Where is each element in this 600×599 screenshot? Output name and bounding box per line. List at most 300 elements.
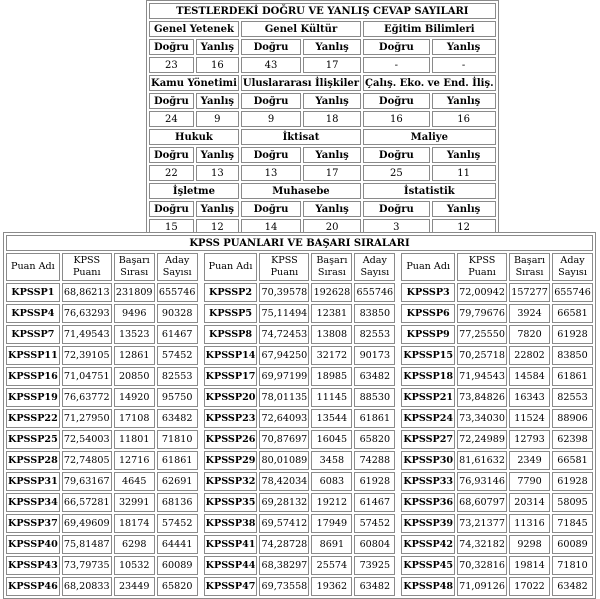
group-separator bbox=[397, 535, 399, 554]
table-row bbox=[6, 577, 593, 596]
wrong-header: Yanlış bbox=[303, 93, 361, 109]
correct-header: Doğru bbox=[241, 147, 301, 163]
rank: 157277 bbox=[509, 283, 550, 302]
rank: 6298 bbox=[114, 535, 155, 554]
rank: 2349 bbox=[509, 451, 550, 470]
candidate-count: 655746 bbox=[157, 283, 198, 302]
wrong-count: 9 bbox=[196, 111, 239, 127]
wrong-header: Yanlış bbox=[196, 39, 239, 55]
table-row bbox=[6, 493, 593, 512]
rank: 6083 bbox=[311, 472, 352, 491]
table-row bbox=[6, 535, 593, 554]
group-separator bbox=[397, 304, 399, 323]
rank: 7790 bbox=[509, 472, 550, 491]
kpss-score: 78,42034 bbox=[259, 472, 309, 491]
score-name: KPSSP7 bbox=[6, 325, 60, 344]
correct-header: Doğru bbox=[149, 39, 194, 55]
table-row bbox=[6, 304, 593, 323]
candidate-count: 58095 bbox=[552, 493, 593, 512]
score-name: KPSSP17 bbox=[204, 367, 258, 386]
wrong-count: 12 bbox=[432, 219, 496, 235]
kpss-score: 75,11494 bbox=[259, 304, 309, 323]
group-separator bbox=[200, 325, 202, 344]
value-row bbox=[149, 165, 496, 181]
kpss-score: 73,34030 bbox=[457, 409, 507, 428]
kpss-score: 68,38297 bbox=[259, 556, 309, 575]
kpss-score: 69,57412 bbox=[259, 514, 309, 533]
kpss-score: 72,54003 bbox=[62, 430, 112, 449]
score-name: KPSSP34 bbox=[6, 493, 60, 512]
rank: 19362 bbox=[311, 577, 352, 596]
score-name: KPSSP15 bbox=[401, 346, 455, 365]
correct-header: Doğru bbox=[363, 93, 430, 109]
score-name: KPSSP45 bbox=[401, 556, 455, 575]
kpss-score: 76,93146 bbox=[457, 472, 507, 491]
wrong-header: Yanlış bbox=[432, 201, 496, 217]
table-row bbox=[6, 451, 593, 470]
group-separator bbox=[200, 472, 202, 491]
correct-header: Doğru bbox=[241, 201, 301, 217]
score-name: KPSSP30 bbox=[401, 451, 455, 470]
kpss-score: 72,64093 bbox=[259, 409, 309, 428]
kpss-score: 66,57281 bbox=[62, 493, 112, 512]
group-separator bbox=[397, 577, 399, 596]
score-name: KPSSP23 bbox=[204, 409, 258, 428]
candidate-count: 82553 bbox=[354, 325, 395, 344]
correct-count: 3 bbox=[363, 219, 430, 235]
correct-count: 25 bbox=[363, 165, 430, 181]
rank: 11316 bbox=[509, 514, 550, 533]
score-name: KPSSP16 bbox=[6, 367, 60, 386]
wrong-header: Yanlış bbox=[303, 201, 361, 217]
rank: 23449 bbox=[114, 577, 155, 596]
candidate-count: 64441 bbox=[157, 535, 198, 554]
rank: 18174 bbox=[114, 514, 155, 533]
group-separator bbox=[200, 253, 202, 281]
candidate-count: 61467 bbox=[354, 493, 395, 512]
rank: 3924 bbox=[509, 304, 550, 323]
group-separator bbox=[397, 346, 399, 365]
table-row bbox=[6, 430, 593, 449]
score-name: KPSSP29 bbox=[204, 451, 258, 470]
rank: 9298 bbox=[509, 535, 550, 554]
rank: 8691 bbox=[311, 535, 352, 554]
score-name-header: Puan Adı bbox=[204, 253, 258, 281]
rank: 17022 bbox=[509, 577, 550, 596]
summary-table-title: TESTLERDEKİ DOĞRU VE YANLIŞ CEVAP SAYILARI bbox=[149, 3, 496, 19]
candidate-count: 61861 bbox=[354, 409, 395, 428]
table-row bbox=[6, 283, 593, 302]
group-separator bbox=[200, 367, 202, 386]
kpss-score: 70,25718 bbox=[457, 346, 507, 365]
rank: 14920 bbox=[114, 388, 155, 407]
candidate-count: 71845 bbox=[552, 514, 593, 533]
candidate-count: 61928 bbox=[552, 472, 593, 491]
rank: 13544 bbox=[311, 409, 352, 428]
group-separator bbox=[397, 556, 399, 575]
correct-count: 9 bbox=[241, 111, 301, 127]
wrong-count: 12 bbox=[196, 219, 239, 235]
rank: 11145 bbox=[311, 388, 352, 407]
wrong-count: 16 bbox=[196, 57, 239, 73]
rank: 7820 bbox=[509, 325, 550, 344]
score-name: KPSSP11 bbox=[6, 346, 60, 365]
score-name: KPSSP42 bbox=[401, 535, 455, 554]
kpss-score: 72,39105 bbox=[62, 346, 112, 365]
candidate-count: 90173 bbox=[354, 346, 395, 365]
candidate-count: 62691 bbox=[157, 472, 198, 491]
group-separator bbox=[397, 493, 399, 512]
wrong-count: 17 bbox=[303, 57, 361, 73]
kpss-score: 68,60797 bbox=[457, 493, 507, 512]
group-separator bbox=[397, 430, 399, 449]
wrong-count: 17 bbox=[303, 165, 361, 181]
kpss-score: 74,32182 bbox=[457, 535, 507, 554]
wrong-count: 18 bbox=[303, 111, 361, 127]
correct-header: Doğru bbox=[241, 39, 301, 55]
score-name: KPSSP4 bbox=[6, 304, 60, 323]
candidate-count: 88530 bbox=[354, 388, 395, 407]
table-row bbox=[6, 556, 593, 575]
table-row bbox=[6, 388, 593, 407]
kpss-score: 79,79676 bbox=[457, 304, 507, 323]
kpss-score: 69,97199 bbox=[259, 367, 309, 386]
rank: 231809 bbox=[114, 283, 155, 302]
correct-header: Doğru bbox=[149, 147, 194, 163]
score-name: KPSSP41 bbox=[204, 535, 258, 554]
candidate-count: 82553 bbox=[552, 388, 593, 407]
kpss-score: 75,81487 bbox=[62, 535, 112, 554]
table-row bbox=[6, 472, 593, 491]
score-name: KPSSP46 bbox=[6, 577, 60, 596]
score-name: KPSSP1 bbox=[6, 283, 60, 302]
correct-count: 43 bbox=[241, 57, 301, 73]
summary-table bbox=[146, 0, 499, 238]
kpss-score: 70,39578 bbox=[259, 283, 309, 302]
group-separator bbox=[200, 556, 202, 575]
subject-name: İktisat bbox=[241, 129, 361, 145]
kpss-score: 78,01135 bbox=[259, 388, 309, 407]
rank: 22802 bbox=[509, 346, 550, 365]
wrong-header: Yanlış bbox=[432, 93, 496, 109]
score-name: KPSSP48 bbox=[401, 577, 455, 596]
subject-name: Genel Kültür bbox=[241, 21, 361, 37]
candidate-count: 60089 bbox=[552, 535, 593, 554]
wrong-count: 11 bbox=[432, 165, 496, 181]
kpss-score: 72,74805 bbox=[62, 451, 112, 470]
rank: 11524 bbox=[509, 409, 550, 428]
candidate-count: 68136 bbox=[157, 493, 198, 512]
rank: 12381 bbox=[311, 304, 352, 323]
kpss-score: 69,49609 bbox=[62, 514, 112, 533]
candidate-count-header: Aday Sayısı bbox=[552, 253, 593, 281]
rank: 13523 bbox=[114, 325, 155, 344]
subject-row bbox=[149, 21, 496, 37]
rank: 19212 bbox=[311, 493, 352, 512]
candidate-count: 83850 bbox=[354, 304, 395, 323]
candidate-count: 61928 bbox=[354, 472, 395, 491]
group-separator bbox=[200, 577, 202, 596]
rank: 19814 bbox=[509, 556, 550, 575]
candidate-count: 61861 bbox=[552, 367, 593, 386]
wrong-header: Yanlış bbox=[196, 93, 239, 109]
score-name: KPSSP27 bbox=[401, 430, 455, 449]
table-row bbox=[6, 346, 593, 365]
correct-count: 13 bbox=[241, 165, 301, 181]
table-row bbox=[6, 514, 593, 533]
candidate-count: 66581 bbox=[552, 451, 593, 470]
scores-table bbox=[3, 232, 596, 599]
kpss-score: 71,94543 bbox=[457, 367, 507, 386]
subject-row bbox=[149, 75, 496, 91]
kpss-score: 73,21377 bbox=[457, 514, 507, 533]
score-name-header: Puan Adı bbox=[401, 253, 455, 281]
wrong-header: Yanlış bbox=[196, 147, 239, 163]
correct-header: Doğru bbox=[363, 201, 430, 217]
correct-header: Doğru bbox=[241, 93, 301, 109]
rank: 18985 bbox=[311, 367, 352, 386]
table-row bbox=[6, 325, 593, 344]
value-row bbox=[149, 111, 496, 127]
subject-name: Maliye bbox=[363, 129, 496, 145]
rank-header: Başarı Sırası bbox=[311, 253, 352, 281]
subject-name: İşletme bbox=[149, 183, 239, 199]
kpss-score: 80,01089 bbox=[259, 451, 309, 470]
rank: 20850 bbox=[114, 367, 155, 386]
group-separator bbox=[397, 283, 399, 302]
kpss-score: 71,27950 bbox=[62, 409, 112, 428]
rank: 16343 bbox=[509, 388, 550, 407]
score-name: KPSSP14 bbox=[204, 346, 258, 365]
kpss-score-header: KPSS Puanı bbox=[259, 253, 309, 281]
candidate-count-header: Aday Sayısı bbox=[354, 253, 395, 281]
rank-header: Başarı Sırası bbox=[509, 253, 550, 281]
candidate-count: 655746 bbox=[354, 283, 395, 302]
wrong-header: Yanlış bbox=[303, 147, 361, 163]
wrong-header: Yanlış bbox=[432, 147, 496, 163]
score-name: KPSSP43 bbox=[6, 556, 60, 575]
correct-count: 14 bbox=[241, 219, 301, 235]
rank: 17108 bbox=[114, 409, 155, 428]
score-name: KPSSP20 bbox=[204, 388, 258, 407]
subject-name: Muhasebe bbox=[241, 183, 361, 199]
table-row bbox=[6, 409, 593, 428]
kpss-score: 81,61632 bbox=[457, 451, 507, 470]
score-name: KPSSP44 bbox=[204, 556, 258, 575]
subheader-row bbox=[149, 39, 496, 55]
group-separator bbox=[397, 253, 399, 281]
score-name: KPSSP28 bbox=[6, 451, 60, 470]
group-separator bbox=[200, 388, 202, 407]
scores-table-title: KPSS PUANLARI VE BAŞARI SIRALARI bbox=[6, 235, 593, 251]
correct-count: 22 bbox=[149, 165, 194, 181]
group-separator bbox=[200, 346, 202, 365]
kpss-score: 69,73558 bbox=[259, 577, 309, 596]
rank: 12716 bbox=[114, 451, 155, 470]
score-name: KPSSP25 bbox=[6, 430, 60, 449]
rank: 11801 bbox=[114, 430, 155, 449]
correct-count: 15 bbox=[149, 219, 194, 235]
group-separator bbox=[200, 430, 202, 449]
candidate-count: 60089 bbox=[157, 556, 198, 575]
score-name: KPSSP2 bbox=[204, 283, 258, 302]
score-name-header: Puan Adı bbox=[6, 253, 60, 281]
candidate-count: 655746 bbox=[552, 283, 593, 302]
wrong-header: Yanlış bbox=[432, 39, 496, 55]
rank: 14584 bbox=[509, 367, 550, 386]
score-name: KPSSP39 bbox=[401, 514, 455, 533]
candidate-count: 88906 bbox=[552, 409, 593, 428]
group-separator bbox=[200, 304, 202, 323]
score-name: KPSSP40 bbox=[6, 535, 60, 554]
score-name: KPSSP26 bbox=[204, 430, 258, 449]
candidate-count: 61928 bbox=[552, 325, 593, 344]
wrong-header: Yanlış bbox=[196, 201, 239, 217]
rank: 9496 bbox=[114, 304, 155, 323]
kpss-score: 70,32816 bbox=[457, 556, 507, 575]
candidate-count: 57452 bbox=[157, 514, 198, 533]
subject-row bbox=[149, 183, 496, 199]
kpss-score: 71,04751 bbox=[62, 367, 112, 386]
candidate-count: 71810 bbox=[157, 430, 198, 449]
group-separator bbox=[397, 472, 399, 491]
score-name: KPSSP24 bbox=[401, 409, 455, 428]
subject-name: Hukuk bbox=[149, 129, 239, 145]
score-name: KPSSP21 bbox=[401, 388, 455, 407]
candidate-count: 61861 bbox=[157, 451, 198, 470]
correct-header: Doğru bbox=[149, 201, 194, 217]
kpss-score: 72,00942 bbox=[457, 283, 507, 302]
score-name: KPSSP37 bbox=[6, 514, 60, 533]
candidate-count: 65820 bbox=[354, 430, 395, 449]
kpss-score: 72,24989 bbox=[457, 430, 507, 449]
candidate-count: 95750 bbox=[157, 388, 198, 407]
score-name: KPSSP35 bbox=[204, 493, 258, 512]
kpss-score: 73,84826 bbox=[457, 388, 507, 407]
score-name: KPSSP6 bbox=[401, 304, 455, 323]
group-separator bbox=[397, 409, 399, 428]
rank: 4645 bbox=[114, 472, 155, 491]
group-separator bbox=[200, 493, 202, 512]
rank-header: Başarı Sırası bbox=[114, 253, 155, 281]
score-name: KPSSP3 bbox=[401, 283, 455, 302]
candidate-count: 83850 bbox=[552, 346, 593, 365]
score-name: KPSSP36 bbox=[401, 493, 455, 512]
subject-name: İstatistik bbox=[363, 183, 496, 199]
candidate-count: 61467 bbox=[157, 325, 198, 344]
kpss-score: 76,63772 bbox=[62, 388, 112, 407]
subject-name: Eğitim Bilimleri bbox=[363, 21, 496, 37]
group-separator bbox=[397, 514, 399, 533]
candidate-count: 74288 bbox=[354, 451, 395, 470]
table-row bbox=[6, 367, 593, 386]
score-name: KPSSP38 bbox=[204, 514, 258, 533]
kpss-score: 67,94250 bbox=[259, 346, 309, 365]
wrong-header: Yanlış bbox=[303, 39, 361, 55]
group-separator bbox=[397, 388, 399, 407]
wrong-count: - bbox=[432, 57, 496, 73]
correct-count: 23 bbox=[149, 57, 194, 73]
correct-count: - bbox=[363, 57, 430, 73]
correct-header: Doğru bbox=[149, 93, 194, 109]
candidate-count: 63482 bbox=[552, 577, 593, 596]
wrong-count: 16 bbox=[432, 111, 496, 127]
rank: 32172 bbox=[311, 346, 352, 365]
subject-name: Kamu Yönetimi bbox=[149, 75, 239, 91]
score-name: KPSSP18 bbox=[401, 367, 455, 386]
rank: 25574 bbox=[311, 556, 352, 575]
group-separator bbox=[200, 514, 202, 533]
score-name: KPSSP47 bbox=[204, 577, 258, 596]
rank: 17949 bbox=[311, 514, 352, 533]
rank: 13808 bbox=[311, 325, 352, 344]
subheader-row bbox=[149, 93, 496, 109]
rank: 20314 bbox=[509, 493, 550, 512]
candidate-count: 63482 bbox=[354, 577, 395, 596]
rank: 12793 bbox=[509, 430, 550, 449]
rank: 192628 bbox=[311, 283, 352, 302]
kpss-score: 76,63293 bbox=[62, 304, 112, 323]
kpss-score: 68,86213 bbox=[62, 283, 112, 302]
wrong-count: 20 bbox=[303, 219, 361, 235]
group-separator bbox=[397, 325, 399, 344]
rank: 10532 bbox=[114, 556, 155, 575]
candidate-count: 63482 bbox=[157, 409, 198, 428]
candidate-count: 57452 bbox=[354, 514, 395, 533]
group-separator bbox=[200, 451, 202, 470]
subject-name: Çalış. Eko. ve End. İliş. bbox=[363, 75, 496, 91]
score-name: KPSSP22 bbox=[6, 409, 60, 428]
rank: 3458 bbox=[311, 451, 352, 470]
kpss-score: 74,72453 bbox=[259, 325, 309, 344]
score-name: KPSSP9 bbox=[401, 325, 455, 344]
candidate-count: 90328 bbox=[157, 304, 198, 323]
kpss-score: 73,79735 bbox=[62, 556, 112, 575]
group-separator bbox=[397, 367, 399, 386]
candidate-count: 65820 bbox=[157, 577, 198, 596]
group-separator bbox=[200, 535, 202, 554]
candidate-count: 63482 bbox=[354, 367, 395, 386]
candidate-count: 60804 bbox=[354, 535, 395, 554]
kpss-score: 69,28132 bbox=[259, 493, 309, 512]
subheader-row bbox=[149, 201, 496, 217]
kpss-score-header: KPSS Puanı bbox=[62, 253, 112, 281]
score-name: KPSSP19 bbox=[6, 388, 60, 407]
score-name: KPSSP31 bbox=[6, 472, 60, 491]
rank: 12861 bbox=[114, 346, 155, 365]
score-name: KPSSP33 bbox=[401, 472, 455, 491]
candidate-count: 71810 bbox=[552, 556, 593, 575]
candidate-count: 66581 bbox=[552, 304, 593, 323]
rank: 32991 bbox=[114, 493, 155, 512]
score-name: KPSSP32 bbox=[204, 472, 258, 491]
rank: 16045 bbox=[311, 430, 352, 449]
subject-name: Genel Yetenek bbox=[149, 21, 239, 37]
candidate-count: 73925 bbox=[354, 556, 395, 575]
correct-count: 24 bbox=[149, 111, 194, 127]
subject-row bbox=[149, 129, 496, 145]
kpss-score: 70,87697 bbox=[259, 430, 309, 449]
group-separator bbox=[397, 451, 399, 470]
subject-name: Uluslararası İlişkiler bbox=[241, 75, 361, 91]
candidate-count: 57452 bbox=[157, 346, 198, 365]
value-row bbox=[149, 57, 496, 73]
score-name: KPSSP5 bbox=[204, 304, 258, 323]
kpss-score-header: KPSS Puanı bbox=[457, 253, 507, 281]
correct-count: 16 bbox=[363, 111, 430, 127]
kpss-score: 77,25550 bbox=[457, 325, 507, 344]
kpss-score: 71,49543 bbox=[62, 325, 112, 344]
